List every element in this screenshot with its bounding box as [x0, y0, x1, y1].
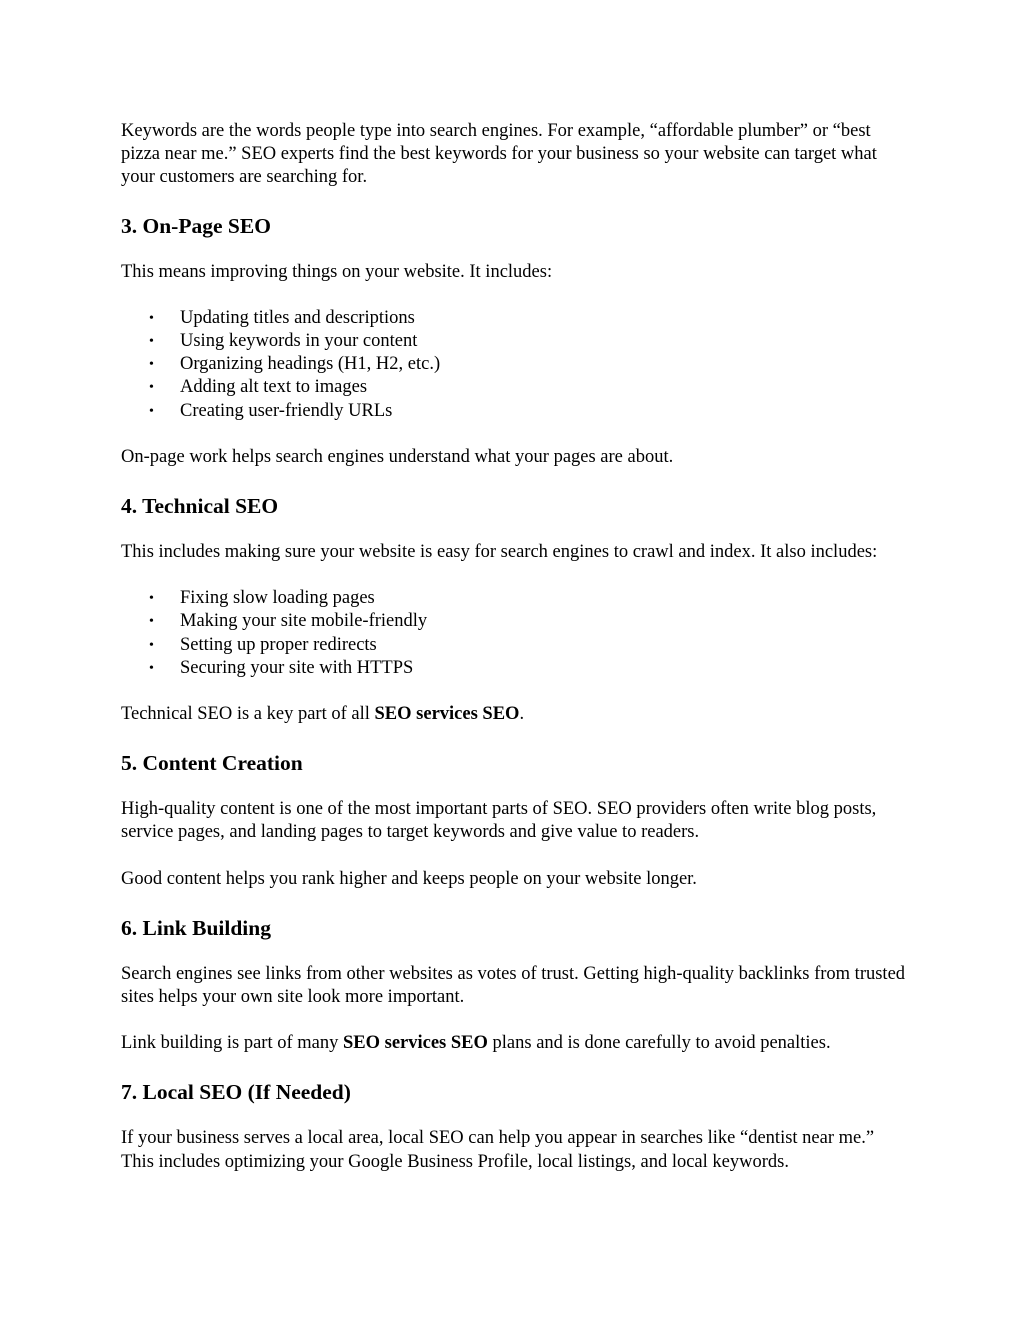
on-page-list	[121, 307, 911, 423]
bullet-icon: •	[149, 660, 154, 676]
on-page-closing: On-page work helps search engines understand what your pages are about.	[121, 446, 674, 467]
bullet-icon: •	[149, 614, 154, 630]
list-item: • Organizing headings (H1, H2, etc.)	[180, 353, 911, 376]
content-paragraph-1: High-quality content is one of the most important parts of SEO. SEO providers often write blog posts, service pages, and landing pages to target keywords and give value to readers.	[121, 799, 877, 843]
list-item: • Fixing slow loading pages	[180, 587, 911, 610]
local-seo-paragraph: If your business serves a local area, local SEO can help you appear in searches like “dentist near me.” This includes optimizing your Google Business Profile, local listings, and local keywords.	[121, 1128, 875, 1172]
bullet-icon: •	[149, 403, 154, 419]
keywords-paragraph: Keywords are the words people type into search engines. For example, “affordable plumber” or “best pizza near me.” SEO experts find the best keywords for your business so your website can target what your customers are searching for.	[121, 121, 877, 188]
heading-technical-seo: 4. Technical SEO	[121, 494, 279, 519]
seo-services-keyword: SEO services SEO	[342, 1033, 488, 1054]
document-page	[121, 120, 911, 1197]
bullet-icon: •	[149, 310, 154, 326]
content-paragraph-2: Good content helps you rank higher and keeps people on your website longer.	[121, 868, 697, 889]
technical-lead: This includes making sure your website is easy for search engines to crawl and index. It also includes:	[121, 542, 878, 563]
heading-content-creation: 5. Content Creation	[121, 751, 303, 776]
bullet-icon: •	[149, 334, 154, 350]
link-building-paragraph-1: Search engines see links from other websites as votes of trust. Getting high-quality backlinks from trusted sites helps your own site look more important.	[121, 963, 906, 1008]
bullet-icon: •	[149, 380, 154, 396]
technical-closing: Technical SEO is a key part of all SEO services SEO.	[121, 704, 525, 725]
list-item: • Adding alt text to images	[180, 376, 911, 399]
bullet-icon: •	[149, 357, 154, 373]
on-page-lead: This means improving things on your website. It includes:	[121, 261, 553, 282]
heading-link-building: 6. Link Building	[121, 915, 271, 940]
heading-local-seo: 7. Local SEO (If Needed)	[121, 1080, 351, 1105]
list-item: • Securing your site with HTTPS	[180, 657, 911, 680]
bullet-icon: •	[149, 591, 154, 607]
link-building-closing: Link building is part of many SEO services SEO plans and is done carefully to avoid penalties.	[121, 1033, 831, 1054]
list-item: • Setting up proper redirects	[180, 634, 911, 657]
seo-services-keyword: SEO services SEO	[374, 704, 520, 725]
bullet-icon: •	[149, 637, 154, 653]
technical-list	[121, 587, 911, 680]
list-item: • Creating user-friendly URLs	[180, 400, 911, 423]
list-item: • Making your site mobile-friendly	[180, 610, 911, 633]
list-item: • Using keywords in your content	[180, 330, 911, 353]
list-item: • Updating titles and descriptions	[180, 307, 911, 330]
heading-on-page-seo: 3. On-Page SEO	[121, 213, 271, 238]
